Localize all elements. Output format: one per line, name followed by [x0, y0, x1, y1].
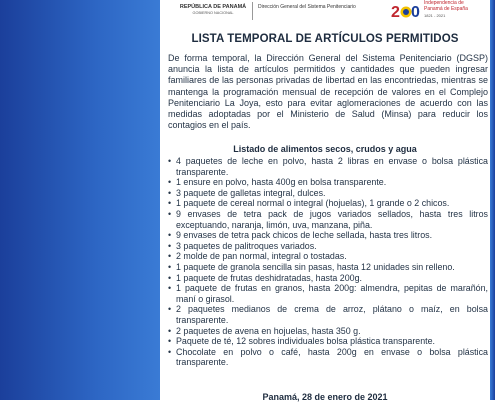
list-item-text: 2 molde de pan normal, integral o tostadas. — [176, 251, 347, 262]
bullet-icon: • — [168, 230, 172, 241]
list-item-text: 3 paquete de galletas integral, dulces. — [176, 187, 326, 198]
bullet-icon: • — [168, 304, 172, 315]
directorate-label: Dirección General del Sistema Penitenciario — [258, 4, 356, 10]
list-item-text: Chocolate en polvo o café, hasta 200g en envase o bolsa plástica transparente. — [176, 346, 488, 368]
items-list — [168, 156, 488, 368]
bullet-icon: • — [168, 177, 172, 188]
list-item — [168, 198, 488, 209]
right-blue-panel — [490, 0, 495, 400]
list-item — [168, 209, 488, 230]
list-item-text: 4 paquetes de leche en polvo, hasta 2 libras en envase o bolsa plástica transparente. — [176, 156, 488, 177]
bicentennial-line1: Independencia de — [424, 0, 464, 6]
list-item — [168, 177, 488, 188]
list-item — [168, 230, 488, 241]
bicentennial-emblem-icon — [390, 2, 420, 20]
left-blue-panel — [0, 0, 160, 400]
bullet-icon: • — [168, 156, 172, 166]
bullet-icon: • — [168, 198, 172, 209]
date-footer: Panamá, 28 de enero de 2021 — [262, 392, 388, 402]
bullet-icon: • — [168, 261, 172, 272]
list-item — [168, 304, 488, 325]
bullet-icon: • — [168, 346, 172, 357]
list-item — [168, 262, 488, 273]
bicentennial-line2: Panamá de España — [424, 6, 468, 12]
bicentennial-text — [424, 0, 468, 12]
list-item-text: 3 paquetes de palitroques variados. — [176, 240, 317, 251]
list-item-text: 1 paquete de granola sencilla sin pasas, hasta 12 unidades sin relleno. — [176, 261, 455, 272]
bullet-icon: • — [168, 251, 172, 262]
list-item-text: 1 paquete de cereal normal o integral (hojuelas), 1 grande o 2 chicos. — [176, 198, 450, 209]
bullet-icon: • — [168, 187, 172, 198]
government-logo — [178, 4, 248, 16]
list-item-text: 2 paquetes de avena en hojuelas, hasta 350 g. — [176, 325, 361, 336]
bullet-icon: • — [168, 283, 172, 294]
list-item-text: 9 envases de tetra pack chicos de leche sellada, hasta tres litros. — [176, 230, 433, 241]
bullet-icon: • — [168, 336, 172, 347]
svg-text:2: 2 — [391, 4, 400, 20]
bullet-icon: • — [168, 272, 172, 283]
list-item — [168, 241, 488, 252]
list-item — [168, 326, 488, 337]
list-item — [168, 156, 488, 177]
page-title: LISTA TEMPORAL DE ARTÍCULOS PERMITIDOS — [191, 33, 459, 45]
list-item-text: 1 paquete de frutas en granos, hasta 200g: almendra, pepitas de marañón, maní o girasol. — [176, 283, 488, 304]
republic-label: REPÚBLICA DE PANAMÁ — [179, 4, 247, 10]
list-item — [168, 251, 488, 262]
list-item — [168, 188, 488, 199]
list-item-text: 1 paquete de frutas deshidratadas, hasta 200g. — [176, 272, 363, 283]
header-divider — [252, 2, 253, 20]
intro-paragraph: De forma temporal, la Dirección General del Sistema Penitenciario (DGSP) anuncia la lista de artículos permitidos y cantidades que pueden ingresar familiares de las personas privadas de libertad en las encontriedas, mientras se mantenga la programación mensual de recepción de valores en el Complejo Penitenciario La Joya, esto para evitar aglomeraciones de acuerdo con las medidas adoptadas por el Ministerio de Salud (Minsa) para reducir los contagios en el país. — [168, 53, 488, 131]
government-label: GOBIERNO NACIONAL — [192, 11, 234, 15]
bullet-icon: • — [168, 208, 172, 219]
bullet-icon: • — [168, 240, 172, 251]
list-item-text: 9 envases de tetra pack de jugos variados sellados, hasta tres litros exceptuando, naranja, limón, uva, manzana, piña. — [176, 208, 488, 230]
svg-text:0: 0 — [411, 4, 420, 20]
list-item-text: Paquete de té, 12 sobres individuales bolsa plástica transparente. — [176, 336, 436, 347]
list-item — [168, 347, 488, 368]
document-header — [160, 0, 490, 24]
list-item-text: 1 ensure en polvo, hasta 400g en bolsa transparente. — [176, 177, 387, 188]
bicentennial-years: 1821 - 2021 — [424, 13, 446, 18]
list-item — [168, 336, 488, 347]
list-subheading: Listado de alimentos secos, crudos y agua — [233, 144, 417, 154]
document-page — [160, 0, 490, 400]
bicentennial-logo — [390, 0, 490, 24]
bullet-icon: • — [168, 325, 172, 336]
list-item — [168, 283, 488, 304]
list-item-text: 2 paquetes medianos de crema de arroz, plátano o maíz, en bolsa transparente. — [176, 304, 488, 325]
list-item — [168, 273, 488, 284]
